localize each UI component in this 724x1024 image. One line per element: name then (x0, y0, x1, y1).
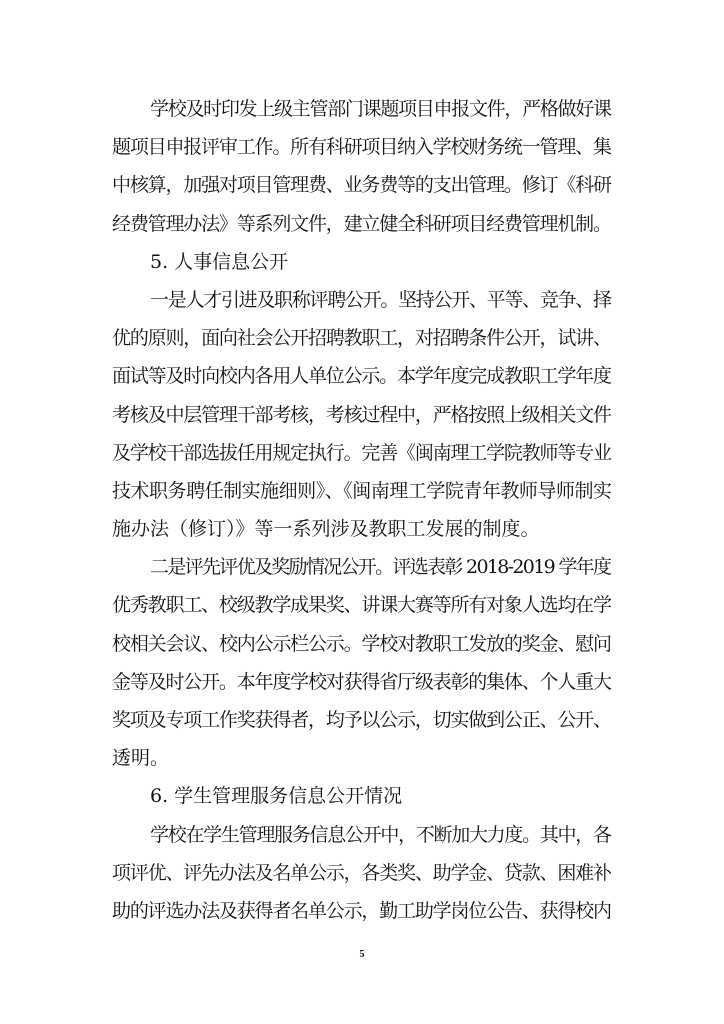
text-line (112, 777, 612, 815)
text-line-content: 奖项及专项工作奖获得者，均予以公示，切实做到公正、公开、 (112, 709, 611, 731)
text-line (112, 319, 612, 357)
text-line-content: 考核及中层管理干部考核，考核过程中，严格按照上级相关文件 (112, 403, 611, 426)
text-line (112, 892, 612, 930)
text-line-content: 学校在学生管理服务信息公开中，不断加大力度。其中，各 (150, 823, 611, 846)
text-line-content: 学校及时印发上级主管部门课题项目申报文件，严格做好课 (150, 98, 611, 120)
text-line (112, 472, 612, 510)
text-line-content: 校相关会议、校内公示栏公示。学校对教职工发放的奖金、慰问 (112, 632, 611, 655)
text-line-content: 透明。 (112, 747, 170, 770)
text-line (112, 548, 612, 586)
text-line (112, 205, 612, 243)
body-text (112, 90, 612, 930)
text-line-content: 6. 学生管理服务信息公开情况 (150, 785, 403, 808)
text-line (112, 586, 612, 624)
text-line-content: 题项目申报评审工作。所有科研项目纳入学校财务统一管理、集 (112, 136, 611, 159)
text-line-content: 优的原则，面向社会公开招聘教职工，对招聘条件公开，试讲、 (112, 327, 611, 350)
text-line-content: 一是人才引进及职称评聘公开。坚持公开、平等、竞争、择 (150, 288, 611, 311)
text-line-content: 助的评选办法及获得者名单公示，勤工助学岗位公告、获得校内 (112, 899, 611, 922)
text-line (112, 701, 612, 739)
text-line (112, 739, 612, 777)
text-line (112, 166, 612, 204)
text-line-content: 金等及时公开。本年度学校对获得省厅级表彰的集体、个人重大 (112, 670, 611, 693)
text-line-content: 项评优、评先办法及名单公示，各类奖、助学金、贷款、困难补 (112, 861, 611, 884)
text-line (112, 816, 612, 854)
text-line-content: 中核算，加强对项目管理费、业务费等的支出管理。修订《科研 (112, 174, 611, 197)
text-line (112, 434, 612, 472)
text-line-content: 二是评先评优及奖励情况公开。评选表彰 2018-2019 学年度 (150, 556, 611, 579)
text-line-content: 经费管理办法》等系列文件，建立健全科研项目经费管理机制。 (112, 212, 611, 235)
text-line-content: 5. 人事信息公开 (150, 250, 289, 273)
text-line-content: 优秀教职工、校级教学成果奖、讲课大赛等所有对象人选均在学 (112, 594, 611, 617)
text-line-content: 及学校干部选拔任用规定执行。完善《闽南理工学院教师等专业 (112, 441, 611, 464)
text-line (112, 396, 612, 434)
text-line (112, 625, 612, 663)
text-line (112, 510, 612, 548)
text-line (112, 243, 612, 281)
text-line (112, 281, 612, 319)
text-line (112, 128, 612, 166)
text-line (112, 663, 612, 701)
text-line-content: 施办法（修订）》等一系列涉及教职工发展的制度。 (112, 518, 540, 541)
text-line (112, 854, 612, 892)
text-line-content: 面试等及时向校内各用人单位公示。本学年度完成教职工学年度 (112, 365, 611, 388)
text-line-content: 技术职务聘任制实施细则》、《闽南理工学院青年教师导师制实 (112, 479, 612, 502)
text-line (112, 357, 612, 395)
page-number: 5 (359, 949, 365, 960)
text-line (112, 90, 612, 128)
